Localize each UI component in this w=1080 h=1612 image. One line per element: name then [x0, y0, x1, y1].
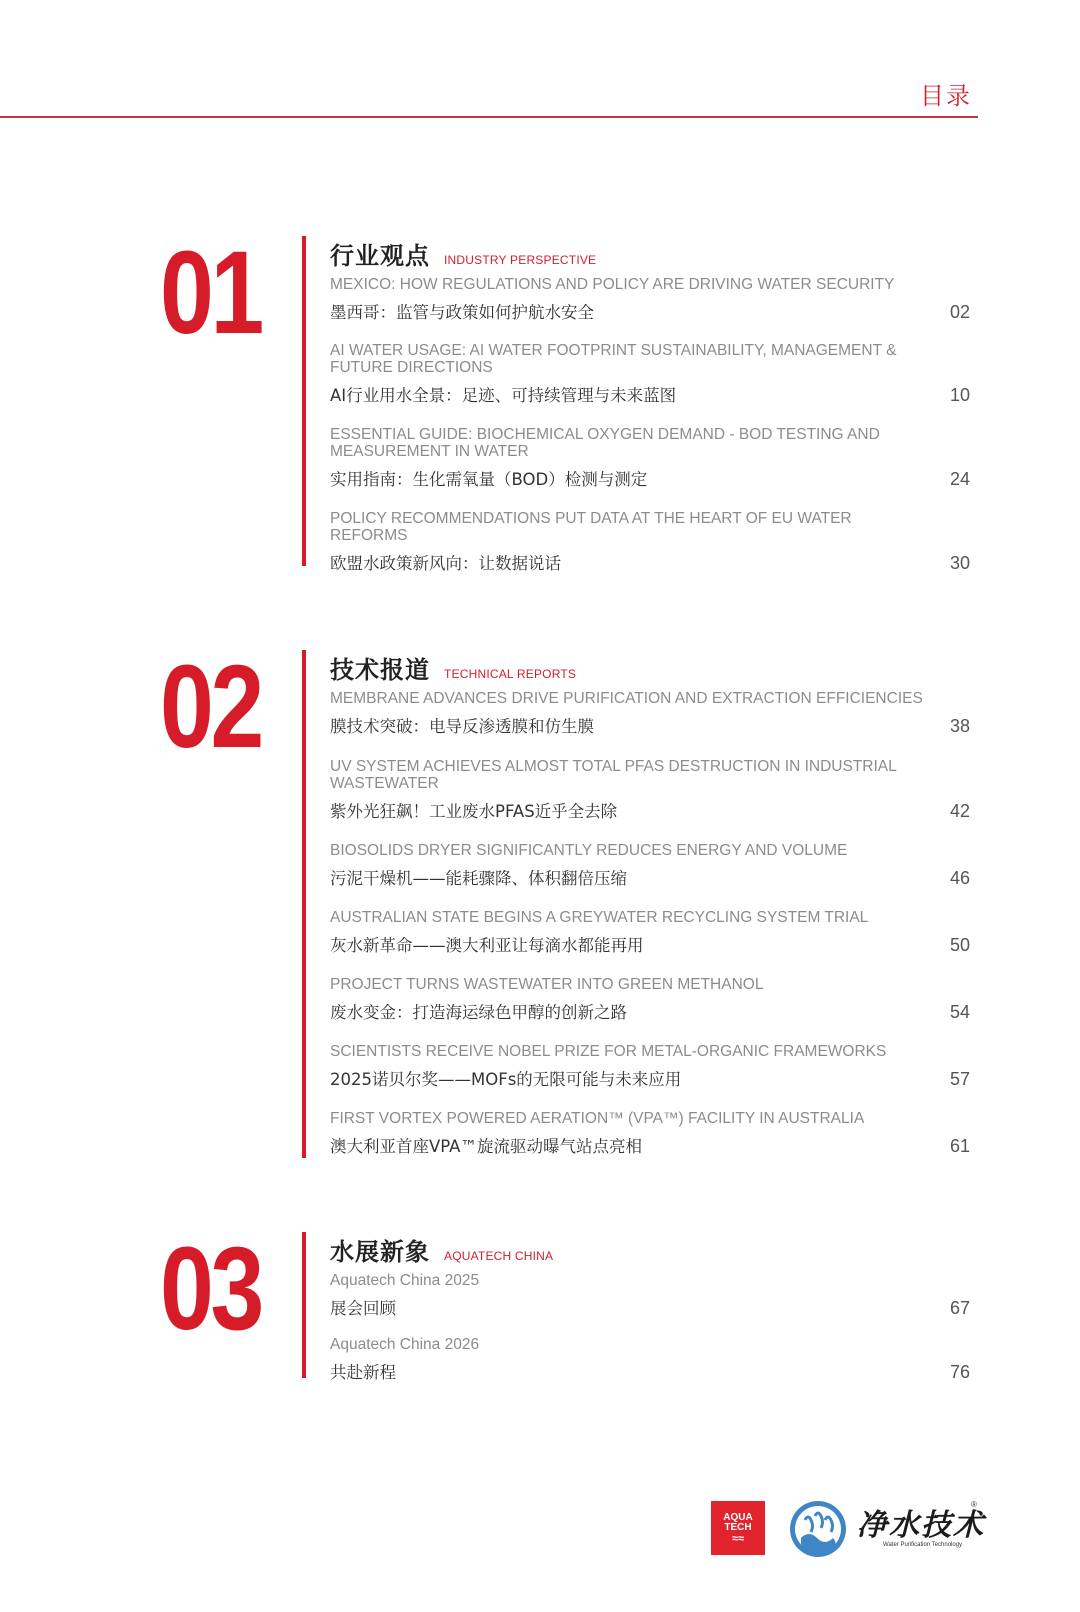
- aquatech-logo-text: AQUA: [723, 1511, 753, 1523]
- entry-title-cn: 欧盟水政策新风向：让数据说话: [330, 554, 561, 573]
- entry-title-en: AI WATER USAGE: AI WATER FOOTPRINT SUSTAINABILITY, MANAGEMENT & FUTURE DIRECTIONS: [330, 342, 897, 376]
- water-droplet-emblem-icon: [787, 1498, 849, 1560]
- section-title-cn: 行业观点: [330, 242, 430, 270]
- entry-title-en: Aquatech China 2025: [330, 1272, 480, 1289]
- entry-page-number: 02: [949, 302, 970, 322]
- section-number: 01: [160, 227, 262, 359]
- entry-page-number: 61: [949, 1136, 970, 1156]
- entry-title-cn: 澳大利亚首座VPA™旋流驱动曝气站点亮相: [330, 1137, 642, 1156]
- toc-entry[interactable]: [330, 976, 970, 1023]
- section-divider-bar: [302, 650, 306, 1158]
- section-divider-bar: [302, 1232, 306, 1378]
- toc-entry[interactable]: [330, 342, 970, 406]
- entry-page-number: 42: [949, 801, 970, 821]
- entry-page-number: 76: [949, 1362, 970, 1382]
- toc-entry[interactable]: [330, 1272, 970, 1319]
- section-title-en: AQUATECH CHINA: [444, 1249, 554, 1263]
- toc-entry[interactable]: [330, 1336, 970, 1383]
- entry-title-en: MEMBRANE ADVANCES DRIVE PURIFICATION AND EXTRACTION EFFICIENCIES: [330, 690, 923, 707]
- logo-wordmark-en: Water Purification Technology: [883, 1542, 963, 1548]
- section-industry-perspective: [0, 227, 1080, 576]
- section-heading: [330, 650, 576, 685]
- toc-entry[interactable]: [330, 426, 970, 490]
- entry-page-number: 24: [949, 469, 970, 489]
- toc-entry[interactable]: [330, 690, 970, 737]
- entry-page-number: 67: [949, 1298, 970, 1318]
- section-number: 02: [160, 641, 262, 773]
- section-technical-reports: [0, 641, 1080, 1160]
- section-divider-bar: [302, 236, 306, 566]
- entry-title-cn: 废水变金：打造海运绿色甲醇的创新之路: [330, 1003, 627, 1022]
- entry-title-en: FIRST VORTEX POWERED AERATION™ (VPA™) FACILITY IN AUSTRALIA: [330, 1110, 865, 1127]
- entry-page-number: 10: [949, 385, 970, 405]
- entry-title-en: PROJECT TURNS WASTEWATER INTO GREEN METHANOL: [330, 976, 764, 993]
- section-title-cn: 水展新象: [330, 1238, 430, 1266]
- section-title-en: TECHNICAL REPORTS: [444, 667, 577, 681]
- entry-title-cn: 墨西哥：监管与政策如何护航水安全: [330, 303, 594, 322]
- entry-title-en: SCIENTISTS RECEIVE NOBEL PRIZE FOR METAL-ORGANIC FRAMEWORKS: [330, 1043, 887, 1060]
- section-heading: [330, 1232, 553, 1267]
- section-title-en: INDUSTRY PERSPECTIVE: [444, 253, 597, 267]
- entry-title-en: MEXICO: HOW REGULATIONS AND POLICY ARE DRIVING WATER SECURITY: [330, 276, 895, 293]
- toc-entry[interactable]: [330, 909, 970, 956]
- entry-page-number: 46: [949, 868, 970, 888]
- water-purification-technology-logo: [787, 1498, 987, 1562]
- aquatech-logo: [711, 1501, 765, 1555]
- entry-title-cn: 共赴新程: [330, 1363, 396, 1382]
- wave-icon: ≈≈: [731, 1532, 745, 1545]
- section-title-cn: 技术报道: [330, 656, 430, 684]
- toc-entry[interactable]: [330, 758, 970, 822]
- entry-page-number: 38: [949, 716, 970, 736]
- section-heading: [330, 236, 596, 271]
- logo-wordmark-cn: 净水技术: [857, 1508, 985, 1543]
- entry-page-number: 30: [949, 553, 970, 573]
- registered-mark: ®: [971, 1500, 977, 1509]
- entry-title-cn: 展会回顾: [330, 1299, 396, 1318]
- section-number: 03: [160, 1223, 262, 1355]
- toc-entry[interactable]: [330, 510, 970, 574]
- entry-title-cn: 灰水新革命——澳大利亚让每滴水都能再用: [330, 936, 644, 955]
- entry-title-en: POLICY RECOMMENDATIONS PUT DATA AT THE HEART OF EU WATER REFORMS: [330, 510, 852, 544]
- entry-title-en: UV SYSTEM ACHIEVES ALMOST TOTAL PFAS DESTRUCTION IN INDUSTRIAL WASTEWATER: [330, 758, 897, 792]
- entry-title-en: Aquatech China 2026: [330, 1336, 480, 1353]
- entry-title-cn: 膜技术突破：电导反渗透膜和仿生膜: [330, 717, 594, 736]
- entry-title-cn: 紫外光狂飙！工业废水PFAS近乎全去除: [330, 802, 618, 821]
- entry-title-cn: 2025诺贝尔奖——MOFs的无限可能与未来应用: [330, 1070, 682, 1089]
- entry-title-en: ESSENTIAL GUIDE: BIOCHEMICAL OXYGEN DEMAND - BOD TESTING AND MEASUREMENT IN WATER: [330, 426, 880, 460]
- entry-page-number: 50: [949, 935, 970, 955]
- entry-page-number: 57: [949, 1069, 970, 1089]
- entry-title-en: AUSTRALIAN STATE BEGINS A GREYWATER RECYCLING SYSTEM TRIAL: [330, 909, 869, 926]
- entry-title-cn: 实用指南：生化需氧量（BOD）检测与测定: [330, 470, 648, 489]
- entry-page-number: 54: [949, 1002, 970, 1022]
- entry-title-en: BIOSOLIDS DRYER SIGNIFICANTLY REDUCES ENERGY AND VOLUME: [330, 842, 848, 859]
- header-title: 目录: [920, 82, 972, 110]
- toc-entry[interactable]: [330, 276, 970, 323]
- entry-title-cn: 污泥干燥机——能耗骤降、体积翻倍压缩: [330, 869, 627, 888]
- aquatech-logo-text: TECH: [724, 1521, 752, 1533]
- toc-entry[interactable]: [330, 1110, 970, 1157]
- entry-title-cn: AI行业用水全景：足迹、可持续管理与未来蓝图: [330, 386, 677, 405]
- toc-entry[interactable]: [330, 842, 970, 889]
- toc-entry[interactable]: [330, 1043, 970, 1090]
- section-aquatech-china: [0, 1223, 1080, 1382]
- header-rule: [0, 116, 978, 118]
